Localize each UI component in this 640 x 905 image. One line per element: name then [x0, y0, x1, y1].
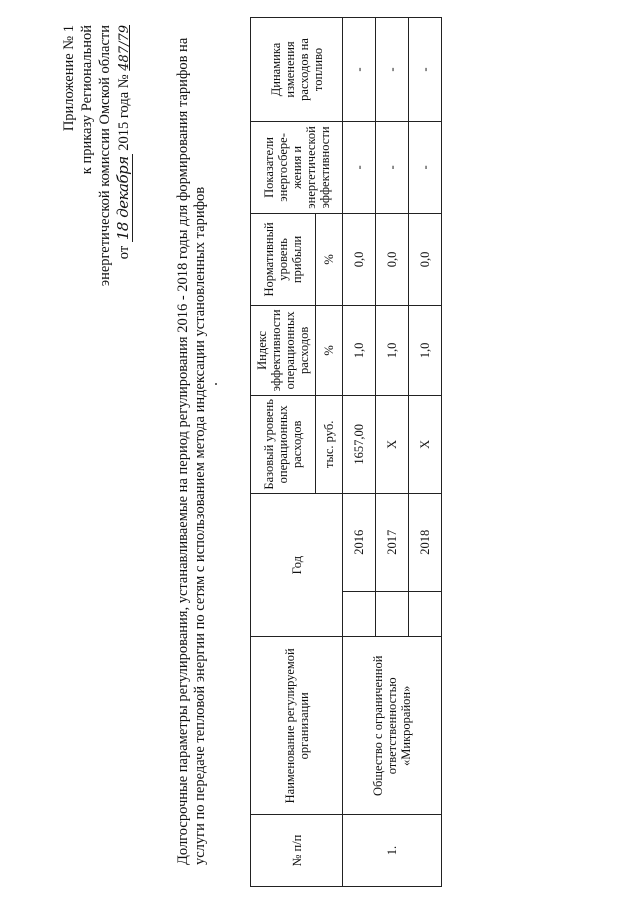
- appendix-number: Приложение № 1: [61, 25, 77, 132]
- row-index: 1,0: [376, 305, 409, 395]
- header-energy: Показатели энергосбере-жения и энергетической эффективности: [251, 121, 343, 213]
- order-date-line: [114, 25, 134, 380]
- table-row: [343, 18, 376, 887]
- row-base: X: [376, 395, 409, 493]
- row-base: 1657,00: [343, 395, 376, 493]
- row-year: 2018: [409, 493, 442, 591]
- unit-base: тыс. руб.: [316, 395, 343, 493]
- row-org: Общество с ограниченной ответственностью «Микрорайон»: [343, 637, 442, 815]
- header-org: Наименование регулируемой организации: [251, 637, 343, 815]
- parameters-table: [250, 17, 442, 887]
- row-index: 1,0: [343, 305, 376, 395]
- row-base: X: [409, 395, 442, 493]
- row-year-gap: [343, 591, 376, 637]
- row-year-gap: [409, 591, 442, 637]
- row-energy: -: [409, 121, 442, 213]
- document-title: Долгосрочные параметры регулирования, устанавливаемые на период регулирования 2016 - 2018 годы для формирования тарифов на услуги по передаче тепловой энергии по сетям с использованием метода индексации установленных тарифов: [175, 37, 208, 865]
- row-profit: 0,0: [376, 213, 409, 305]
- row-index: 1,0: [409, 305, 442, 395]
- table-header-row: [251, 18, 316, 887]
- row-profit: 0,0: [409, 213, 442, 305]
- row-num: 1.: [343, 815, 442, 887]
- date-prefix: от: [116, 245, 132, 260]
- order-reference: к приказу Региональной: [79, 25, 95, 175]
- row-year: 2016: [343, 493, 376, 591]
- header-profit: Нормативный уровень прибыли: [251, 213, 316, 305]
- header-num: № п/п: [251, 815, 343, 887]
- row-energy: -: [343, 121, 376, 213]
- unit-index: %: [316, 305, 343, 395]
- row-fuel: -: [376, 18, 409, 122]
- header-base: Базовый уровень операционных расходов: [251, 395, 316, 493]
- row-fuel: -: [343, 18, 376, 122]
- commission-name: энергетической комиссии Омской области: [97, 25, 113, 287]
- row-year-gap: [376, 591, 409, 637]
- row-profit: 0,0: [343, 213, 376, 305]
- row-energy: -: [376, 121, 409, 213]
- handwritten-date: 18 декабря: [114, 156, 132, 241]
- header-year: Год: [251, 493, 343, 637]
- header-index: Индекс эффективности операционных расходов: [251, 305, 316, 395]
- appendix-header: [60, 25, 134, 380]
- row-fuel: -: [409, 18, 442, 122]
- handwritten-order-number: 487/79: [117, 25, 132, 71]
- date-year: 2015 года: [116, 91, 132, 151]
- row-year: 2017: [376, 493, 409, 591]
- unit-profit: %: [316, 213, 343, 305]
- number-prefix: №: [116, 74, 132, 89]
- scan-speck: [215, 383, 217, 385]
- header-fuel: Динамика изменения расходов на топливо: [251, 18, 343, 122]
